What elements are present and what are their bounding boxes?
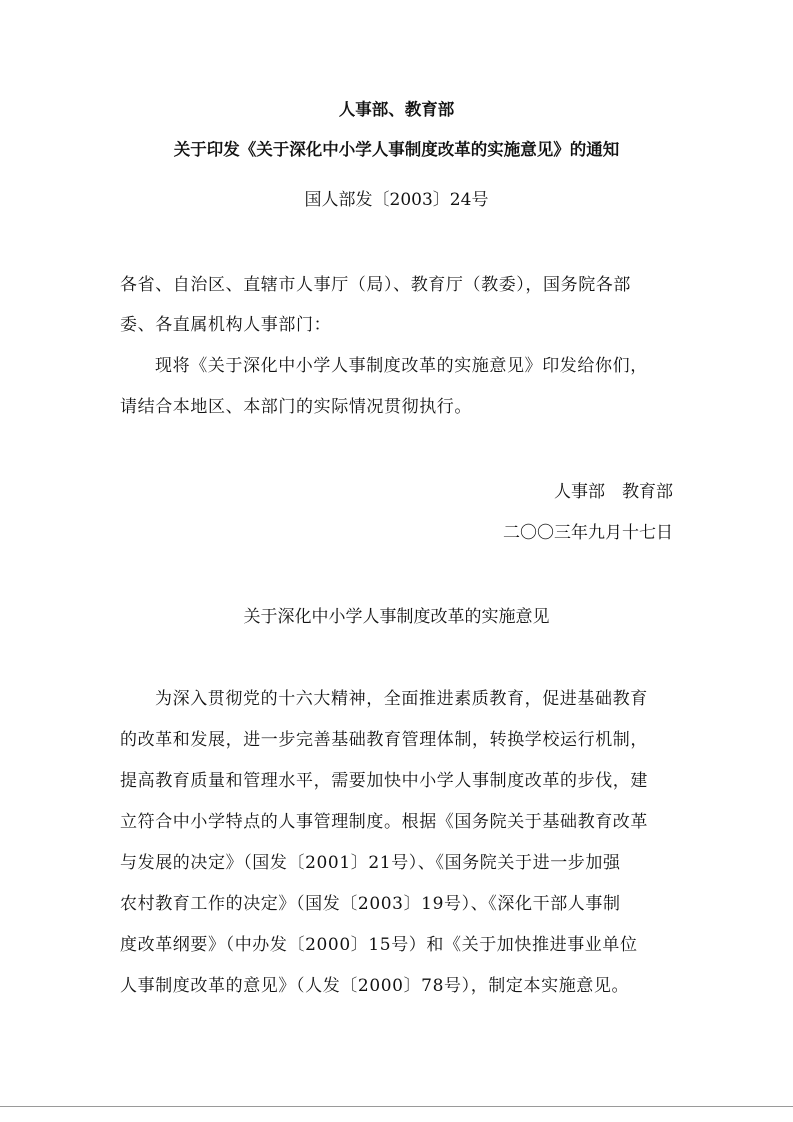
address-line: 各省、自治区、直辖市人事厅（局）、教育厅（教委），国务院各部 (120, 275, 631, 295)
opinion-paragraph-line: 与发展的决定》（国发〔2001〕21号）、《国务院关于进一步加强 (120, 853, 621, 873)
opinion-paragraph-line: 人事制度改革的意见》（人发〔2000〕78号），制定本实施意见。 (120, 976, 630, 996)
notice-title: 关于印发《关于深化中小学人事制度改革的实施意见》的通知 (173, 140, 620, 159)
opinion-paragraph-line: 农村教育工作的决定》（国发〔2003〕19号）、《深化干部人事制 (120, 894, 621, 914)
opinion-paragraph-line: 提高教育质量和管理水平，需要加快中小学人事制度改革的步伐，建 (120, 771, 648, 791)
notice-body-line: 现将《关于深化中小学人事制度改革的实施意见》印发给你们， (155, 356, 648, 376)
opinion-paragraph-line: 度改革纲要》（中办发〔2000〕15号）和《关于加快推进事业单位 (120, 935, 638, 955)
issue-date: 二〇〇三年九月十七日 (503, 523, 673, 543)
address-line: 委、各直属机构人事部门： (120, 315, 332, 335)
page-bottom-edge (0, 1106, 793, 1107)
signature: 人事部 教育部 (554, 482, 673, 502)
opinion-title: 关于深化中小学人事制度改革的实施意见 (243, 607, 550, 627)
opinion-paragraph-line: 的改革和发展，进一步完善基础教育管理体制，转换学校运行机制， (120, 730, 648, 750)
document-number: 国人部发〔2003〕24号 (304, 190, 489, 210)
opinion-paragraph-line: 为深入贯彻党的十六大精神，全面推进素质教育，促进基础教育 (155, 689, 648, 709)
opinion-paragraph-line: 立符合中小学特点的人事管理制度。根据《国务院关于基础教育改革 (120, 812, 648, 832)
issuer-heading: 人事部、教育部 (338, 100, 455, 119)
notice-body-line: 请结合本地区、本部门的实际情况贯彻执行。 (120, 397, 472, 417)
